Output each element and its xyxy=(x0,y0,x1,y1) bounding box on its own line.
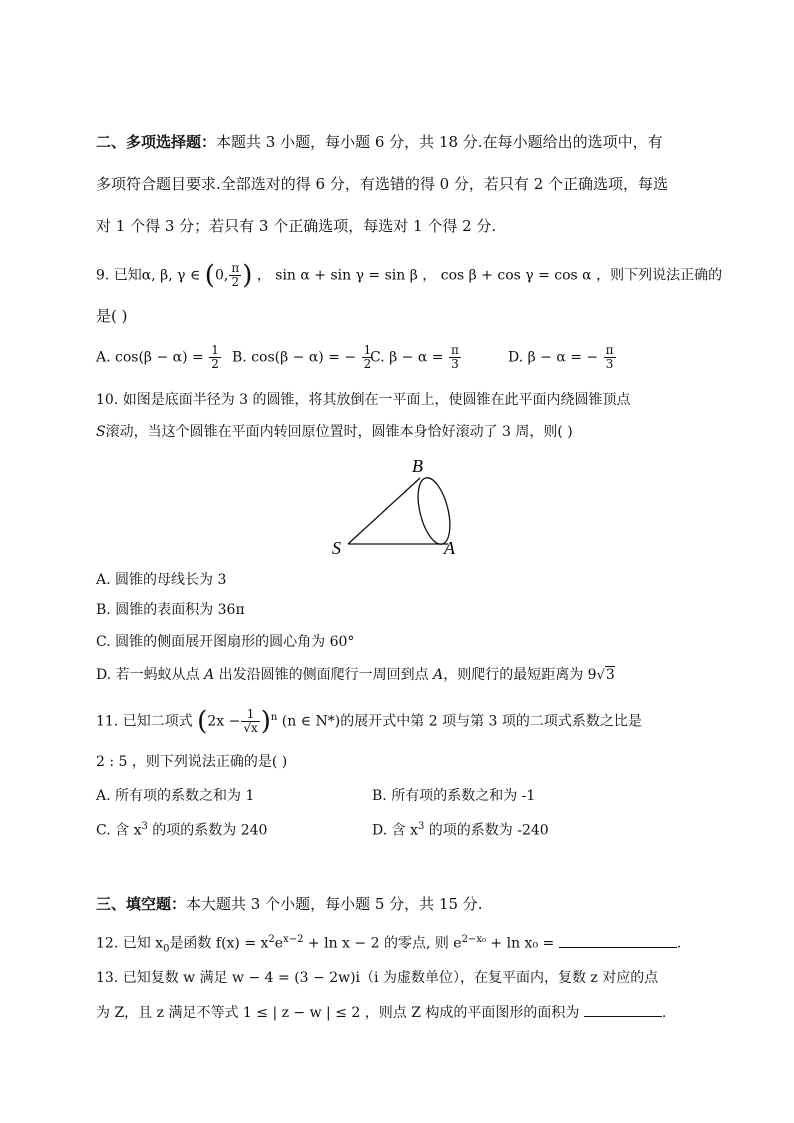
section2-line3: 对 1 个得 3 分；若只有 3 个正确选项，每选对 1 个得 2 分. xyxy=(96,217,497,235)
cone-label-s: S xyxy=(332,538,341,558)
cone-label-a: A xyxy=(444,538,455,558)
q9-conditions: ， sin α + sin γ = sin β ， cos β + cos γ = cos α ，则下列说法正确的 xyxy=(256,267,723,284)
q11-condition: (n ∈ N*) xyxy=(281,713,341,730)
q10-option-d[interactable]: D. 若一蚂蚁从点 A 出发沿圆锥的侧面爬行一周回到点 A，则爬行的最短距离为 9√3 xyxy=(96,667,615,683)
q11-option-a[interactable]: A. 所有项的系数之和为 1 xyxy=(96,788,255,804)
q9-option-c[interactable]: C. β − α = $\frac{\pi}{3}$ xyxy=(370,343,459,371)
q9-option-a[interactable]: A. cos(β − α) = $\frac{1}{2}$ xyxy=(96,343,219,371)
q11-stem: 11. 已知二项式 (2x − $\frac{1}{√x}$ )$^n$ (n ∈ N*)的展开式中第 2 项与第 3 项的二项式系数之比是 xyxy=(96,706,642,737)
q10-var-s: S xyxy=(96,424,106,440)
q10-option-c[interactable]: C. 圆锥的侧面展开图扇形的圆心角为 60° xyxy=(96,634,355,650)
q10-line1: 10. 如图是底面半径为 3 的圆锥，将其放倒在一平面上，使圆锥在此平面内绕圆锥顶点 xyxy=(96,392,631,408)
section3-intro: 本大题共 3 个小题，每小题 5 分，共 15 分. xyxy=(186,895,483,913)
q9-stem-a: 9. 已知α, β, γ ∈ xyxy=(96,267,201,284)
q9-stem-b: 是( ) xyxy=(96,307,128,325)
section2-heading: 二、多项选择题： xyxy=(96,133,217,151)
q11-option-c[interactable]: C. 含 $x^3$ 的项的系数为 240 xyxy=(96,821,268,839)
q12-line: 12. 已知 $x_0$是函数 $f(x) = x^2e^{x-2} + \ln x - 2$ 的零点, 则 $e^{2-x_0} + \ln x_0$ = . xyxy=(96,934,682,955)
q10-option-a[interactable]: A. 圆锥的母线长为 3 xyxy=(96,572,227,588)
section2-intro: 本题共 3 小题，每小题 6 分，共 18 分.在每小题给出的选项中，有 xyxy=(216,133,663,151)
cone-base-ellipse xyxy=(412,475,456,548)
q9-interval: 0, xyxy=(214,267,229,284)
section2-line2: 多项符合题目要求.全部选对的得 6 分，有选错的得 0 分，若只有 2 个正确选项，每选 xyxy=(96,175,669,193)
q9-interval-frac: $\frac{\pi}{2}$ xyxy=(231,261,240,289)
q11-option-d[interactable]: D. 含 $x^3$ 的项的系数为 -240 xyxy=(372,821,549,839)
cone-figure xyxy=(330,452,470,562)
q13-line2: 为 Z，且 z 满足不等式 1 ≤ | z − w | ≤ 2 ，则点 Z 构成的平面图形的面积为 . xyxy=(96,1002,666,1023)
q11-binom-frac: $\frac{1}{√x}$ xyxy=(243,707,258,736)
q9-option-d[interactable]: D. β − α = − $\frac{\pi}{3}$ xyxy=(508,343,614,371)
q9-option-b[interactable]: B. cos(β − α) = − $\frac{1}{2}$ xyxy=(232,343,372,371)
section3-heading: 三、填空题： xyxy=(96,895,187,913)
q11-option-b[interactable]: B. 所有项的系数之和为 -1 xyxy=(372,788,536,804)
q10-line2: S滚动，当这个圆锥在平面内转回原位置时，圆锥本身恰好滚动了 3 周，则( ) xyxy=(96,424,573,440)
q13-line1: 13. 已知复数 w 满足 w − 4 = (3 − 2w)i（i 为虚数单位），在复平面内，复数 z 对应的点 xyxy=(96,970,659,986)
q10-option-b[interactable]: B. 圆锥的表面积为 36π xyxy=(96,602,245,618)
cone-slant-line xyxy=(348,478,420,544)
q12-answer-blank[interactable] xyxy=(559,933,677,948)
q13-answer-blank[interactable] xyxy=(584,1002,662,1017)
cone-label-b: B xyxy=(412,456,423,476)
section2-line1 xyxy=(96,132,663,152)
q11-line2: 2 : 5 ，则下列说法正确的是( ) xyxy=(96,754,288,770)
q9-stem: 9. 已知α, β, γ ∈ (0, $\frac{\pi}{2}$ ) ， sin α + sin γ = sin β ， cos β + cos γ = cos α ，则下列说法正确的 xyxy=(96,260,723,291)
section3-line xyxy=(96,894,483,914)
